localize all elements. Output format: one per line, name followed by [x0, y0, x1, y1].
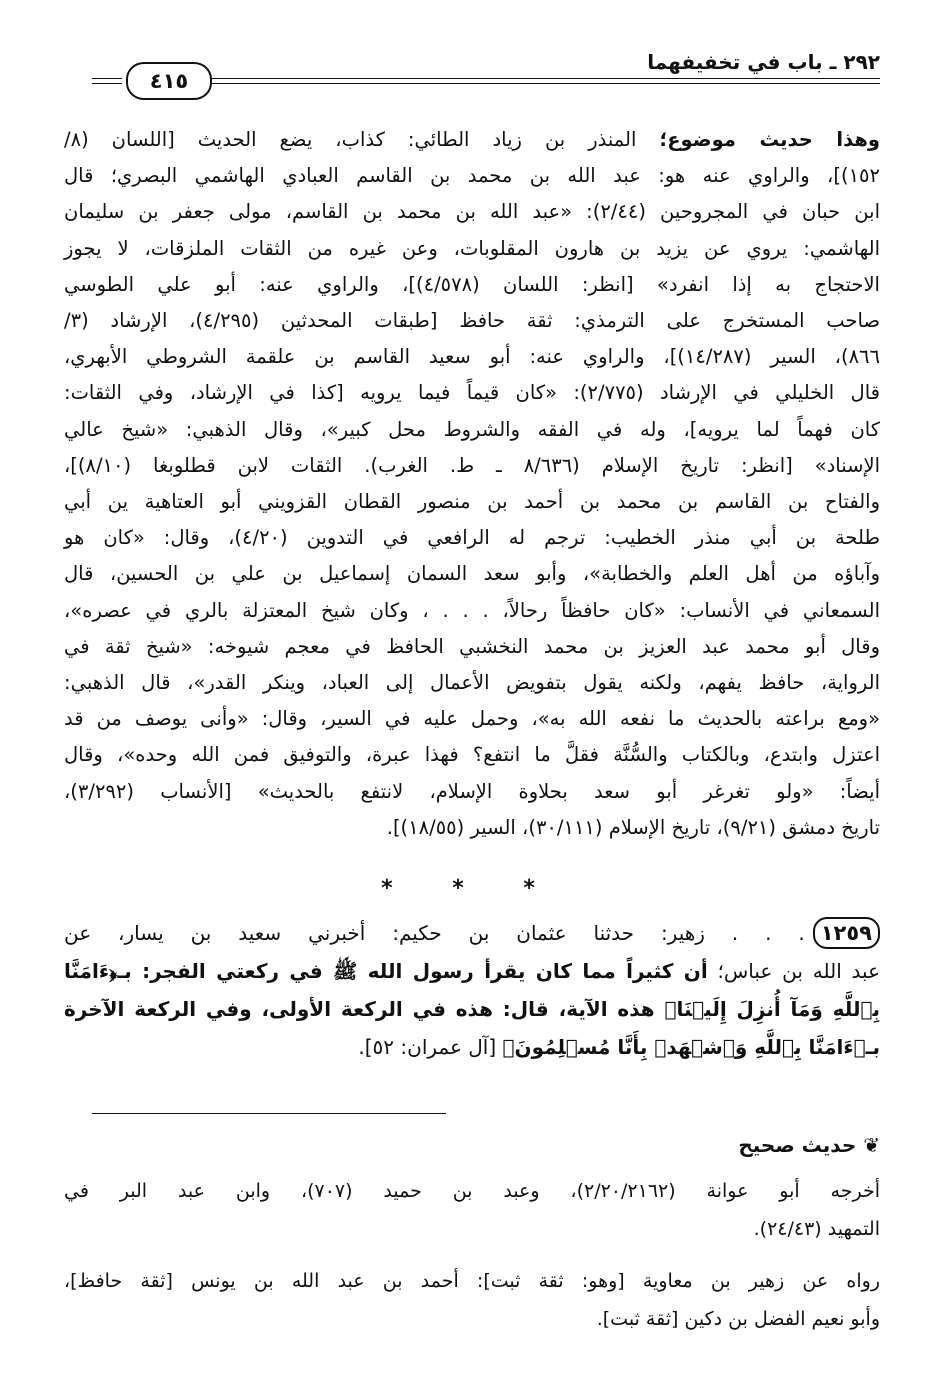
ornament-icon: ❦	[863, 1133, 880, 1157]
chapter-title: ٢٩٢ ـ باب في تخفيفهما	[647, 50, 880, 74]
text-line: والفتاح بن القاسم بن محمد بن أحمد بن منصور القطان القزويني أبو العتاهية ين أبي	[64, 490, 880, 514]
quran-verse: بـ﴿ءَامَنَّا بِٱللَّهِ وَٱشۡهَدۡ بِأَنَّا مُسۡلِمُونَ﴾	[502, 1035, 880, 1059]
text-line: ١٢٥٩. . . زهير: حدثنا عثمان بن حكيم: أخبرني سعيد بن يسار، عن	[64, 914, 880, 952]
text-line: الإسناد» [انظر: تاريخ الإسلام (٨/٦٣٦ ـ ط. الغرب). الثقات لابن قطلوبغا (٨/١٠)]،	[64, 453, 880, 477]
text-line: ٨٦٦)، السير (١٤/٢٨٧)]، والراوي عنه: أبو سعيد القاسم بن علقمة الشروطي الأبهري،	[64, 345, 880, 369]
text-line: ١٥٢)]، والراوي عنه هو: عبد الله بن محمد بن القاسم العبادي الهاشمي البصري؛ قال	[64, 164, 880, 188]
text-line: قال الخليلي في الإرشاد (٢/٧٧٥): «كان قيماً فيما يرويه [كذا في الإرشاد، وفي الثقات:	[64, 381, 880, 405]
verse-reference: [آل عمران: ٥٢].	[358, 1035, 497, 1059]
text-line: كان فهماً لما يرويه]، وله في الفقه والشروط محل كبير»، وقال الذهبي: «شيخ عالي	[64, 417, 880, 441]
text-line: عبد الله بن عباس؛ أن كثيراً مما كان يقرأ رسول الله ﷺ في ركعتي الفجر: بـ﴿ءَامَنَّا	[64, 959, 881, 983]
text-line: صاحب المستخرج على الترمذي: ثقة حافظ [طبقات المحدثين (٤/٢٩٥)، الإرشاد (٣/	[64, 309, 881, 333]
hadith-matn: بِٱللَّهِ وَمَآ أُنزِلَ إِلَيۡنَا﴾ هذه الآية، قال: هذه في الركعة الأولى، وفي الركعة الآخرة	[64, 997, 880, 1021]
text-line: اعتزل وابتدع، وبالكتاب والسُّنَّة فقلَّ ما انتفع؟ فهذا عبرة، والتوفيق فمن الله وحده»، وقال	[64, 743, 880, 767]
text-line: أيضاً: «ولو تغرغر أبو سعد بحلاوة الإسلام، لانتفع بالحديث» [الأنساب (٣/٢٩٢)،	[64, 779, 880, 803]
hadith-number: ١٢٥٩	[813, 917, 880, 949]
header-rule-left-top	[92, 78, 122, 79]
text-line	[64, 1028, 880, 1066]
text-line: التمهيد (٢٤/٤٣).	[753, 1218, 880, 1240]
page-number: ٤١٥	[126, 62, 212, 100]
text-line: وهذا حديث موضوع؛ المنذر بن زياد الطائي: كذاب، يضع الحديث [اللسان (٨/	[64, 128, 881, 151]
text-line: الهاشمي: يروي عن يزيد بن هارون المقلوبات، وعن غيره من الثقات الملزقات، لا يجوز	[64, 236, 880, 260]
header-rule-right-bottom	[212, 83, 880, 84]
text-line: الرواية، حافظ يفهم، ولكنه يقول بتفويض الأعمال إلى العباد، وينكر القدر»، قال الذهبي:	[64, 671, 880, 695]
text-line: رواه عن زهير بن معاوية [وهو: ثقة ثبت]: أحمد بن عبد الله بن يونس [ثقة حافظ]،	[64, 1270, 880, 1292]
grading-heading: ❦ حديث صحيح	[738, 1133, 880, 1157]
text-line: ابن حبان في المجروحين (٢/٤٤): «عبد الله بن محمد بن القاسم، مولى جعفر بن سليمان	[64, 200, 880, 224]
hadith-matn: أن كثيراً مما كان يقرأ رسول الله ﷺ في ركعتي الفجر: بـ﴿ءَامَنَّا	[64, 959, 708, 983]
header-rule-left-bottom	[92, 83, 122, 84]
hadith-text	[64, 914, 880, 1066]
section-separator: * * *	[381, 876, 561, 901]
text-line: السمعاني في الأنساب: «كان حافظاً رحالاً، . . . ، وكان شيخ المعتزلة بالري في عصره»،	[64, 598, 880, 622]
header-rule-right-top	[212, 78, 880, 79]
text-line: وآباؤه من أهل العلم والخطابة»، وأبو سعد السمان إسماعيل بن علي بن الحسين، قال	[64, 562, 880, 586]
takhrij-paragraph	[64, 1172, 880, 1248]
lead-phrase: وهذا حديث موضوع؛	[659, 128, 881, 151]
text-line: أخرجه أبو عوانة (٢/٢٠/٢١٦٢)، وعبد بن حميد (٧٠٧)، وابن عبد البر في	[64, 1180, 880, 1202]
footnote-rule	[92, 1113, 446, 1114]
text-line: وأبو نعيم الفضل بن دكين [ثقة ثبت].	[596, 1308, 880, 1330]
commentary-paragraph	[64, 122, 880, 846]
text-line: «ومع براعته بالحديث ما نفعه الله به»، وحمل عليه في السير، وقال: «وأنى يوصف من قد	[64, 707, 880, 731]
narrators-paragraph	[64, 1262, 880, 1338]
text-line: تاريخ دمشق (٩/٢١)، تاريخ الإسلام (٣٠/١١١)، السير (١٨/٥٥)].	[386, 815, 880, 839]
text-line: طلحة بن أبي منذر الخطيب: ترجم له الرافعي في التدوين (٤/٢٠)، وقال: «كان هو	[64, 526, 880, 550]
text-line	[64, 990, 880, 1028]
text-line: وقال أبو محمد عبد العزيز بن محمد النخشبي الحافظ في معجم شيوخه: «شيخ ثقة في	[64, 634, 880, 658]
text-line: الاحتجاج به إذا انفرد» [انظر: اللسان (٤/٥٧٨)]، والراوي عنه: أبو علي الطوسي	[64, 272, 880, 296]
